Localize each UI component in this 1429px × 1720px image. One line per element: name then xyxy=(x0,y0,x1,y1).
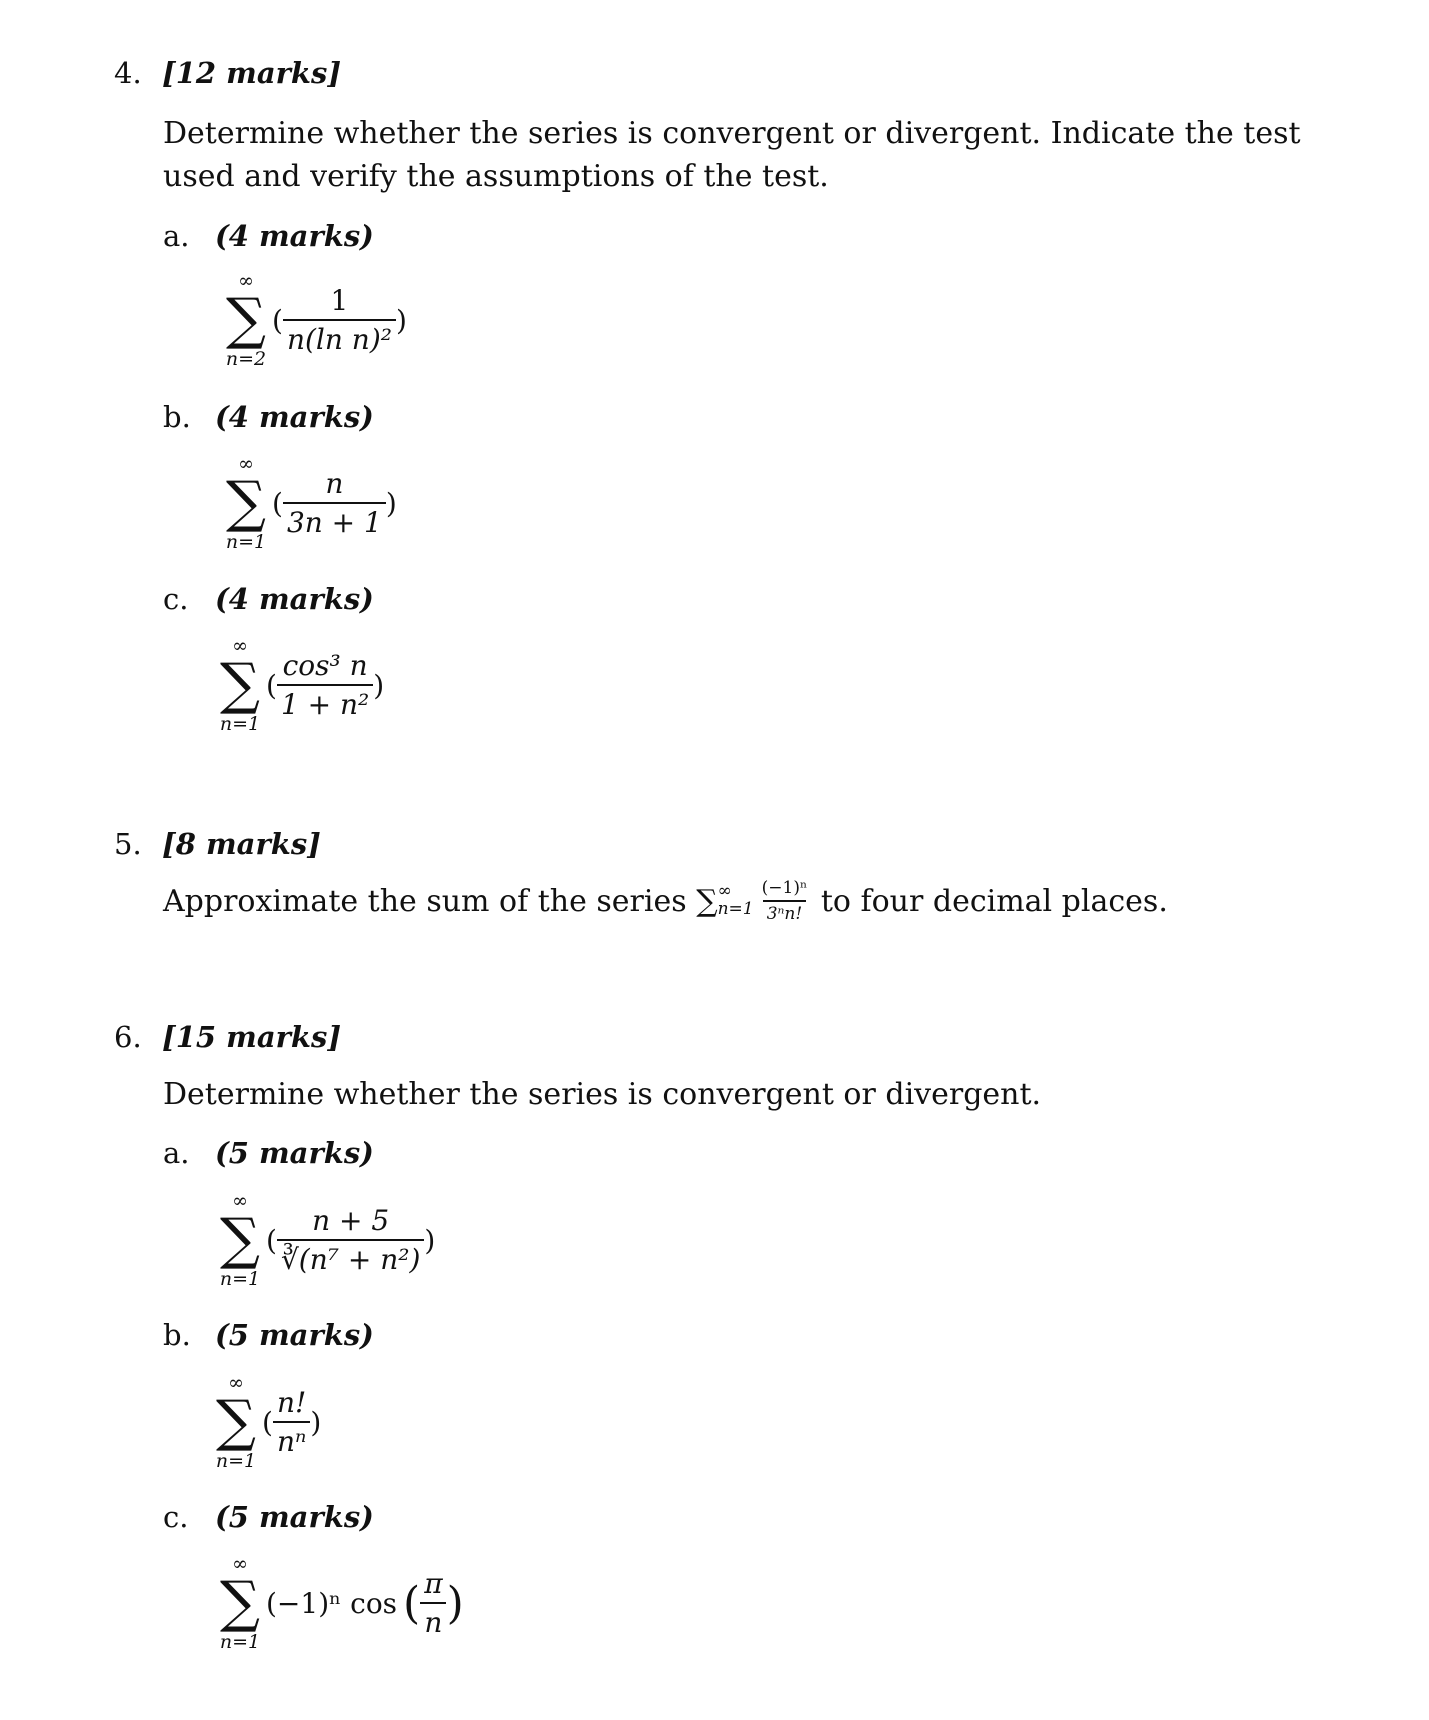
q4a-label: a. xyxy=(163,219,190,253)
series-term: (−1)ⁿ cos xyxy=(266,1586,398,1620)
q4a-marks: (4 marks) xyxy=(215,219,374,253)
fraction-numerator: n! xyxy=(276,1386,307,1419)
q5-text-before: Approximate the sum of the series xyxy=(163,883,697,919)
fraction-numerator: n xyxy=(325,467,344,500)
fraction-numerator: 1 xyxy=(330,284,349,317)
sum-upper-limit: ∞ xyxy=(232,635,248,657)
q6c-label: c. xyxy=(163,1500,189,1534)
q5-marks: [8 marks] xyxy=(162,827,321,861)
fraction-numerator: (−1)ⁿ xyxy=(761,878,808,898)
sum-upper-limit: ∞ xyxy=(232,1553,248,1575)
q4b-marks: (4 marks) xyxy=(215,400,374,434)
fraction-denominator: 1 + n² xyxy=(277,684,373,721)
sum-upper-limit: ∞ xyxy=(228,1372,244,1394)
sum-lower-limit: n=1 xyxy=(215,1450,257,1472)
fraction-numerator: cos³ n xyxy=(282,649,368,682)
fraction-numerator: n + 5 xyxy=(312,1204,390,1237)
q4c-marks: (4 marks) xyxy=(215,582,374,616)
fraction-denominator: nⁿ xyxy=(273,1421,310,1458)
sum-upper-limit: ∞ xyxy=(232,1190,248,1212)
q4c-series: ∞ ∑ n=1 ( $\frac{\text{cos³ n}}{\text{1 + n²}}$ ) xyxy=(219,635,385,735)
q4b-series: ∞ ∑ n=1 ( $\frac{n}{3n + 1}$ ) xyxy=(225,453,397,553)
sigma-icon: ∑ xyxy=(220,1207,260,1272)
q4-marks: [12 marks] xyxy=(162,56,342,90)
q6c-series: ∞ ∑ n=1 (−1)ⁿ cos ( $\frac{\pi}{n}$ ) xyxy=(219,1553,464,1653)
sigma-icon: ∑ xyxy=(220,652,260,717)
q6a-label: a. xyxy=(163,1136,190,1170)
sum-lower-limit: n=1 xyxy=(219,713,261,735)
q6-instruction: Determine whether the series is convergent or divergent. xyxy=(163,1077,1042,1112)
q5-number: 5. xyxy=(114,827,142,861)
q5-statement xyxy=(163,878,1168,924)
q4a-series: ∞ ∑ n=2 ( $\frac{1}{\text{n(ln n)²}}$ ) xyxy=(225,270,407,370)
q6b-label: b. xyxy=(163,1318,191,1352)
sum-upper-limit: ∞ xyxy=(717,881,732,902)
fraction-numerator: π xyxy=(424,1567,443,1600)
fraction-denominator: n(ln n)² xyxy=(283,319,396,356)
sum-lower-limit: n=1 xyxy=(717,899,754,919)
q4-instruction: Determine whether the series is convergent or divergent. Indicate the test used and verify the assumptions of the test. xyxy=(163,116,1301,194)
q5-text-after: to four decimal places. xyxy=(811,883,1168,919)
q6b-series: ∞ ∑ n=1 ( $\frac{n!}{\text{nⁿ}}$ ) xyxy=(215,1372,322,1472)
sum-upper-limit: ∞ xyxy=(238,270,254,292)
sigma-icon: ∑ xyxy=(220,1570,260,1635)
q4-number: 4. xyxy=(114,56,142,90)
sum-lower-limit: n=1 xyxy=(225,531,267,553)
q4b-label: b. xyxy=(163,400,191,434)
q6c-marks: (5 marks) xyxy=(215,1500,374,1534)
q6-marks: [15 marks] xyxy=(162,1020,342,1054)
fraction-denominator: n xyxy=(420,1602,446,1639)
q6b-marks: (5 marks) xyxy=(215,1318,374,1352)
fraction-denominator: 3n + 1 xyxy=(283,502,386,539)
q6a-series: ∞ ∑ n=1 ( $\frac{n + 5}{\text{∛(n⁷ + n²)}}$ ) xyxy=(219,1190,436,1290)
sigma-icon: ∑ xyxy=(696,883,718,919)
q6a-marks: (5 marks) xyxy=(215,1136,374,1170)
sum-lower-limit: n=1 xyxy=(219,1631,261,1653)
sigma-icon: ∑ xyxy=(226,287,266,352)
sigma-icon: ∑ xyxy=(216,1389,256,1454)
fraction-denominator: 3ⁿn! xyxy=(763,900,807,924)
q6-number: 6. xyxy=(114,1020,142,1054)
q4c-label: c. xyxy=(163,582,189,616)
sum-lower-limit: n=2 xyxy=(225,348,267,370)
sigma-icon: ∑ xyxy=(226,470,266,535)
sum-lower-limit: n=1 xyxy=(219,1268,261,1290)
fraction-denominator: ∛(n⁷ + n²) xyxy=(277,1239,424,1276)
sum-upper-limit: ∞ xyxy=(238,453,254,475)
